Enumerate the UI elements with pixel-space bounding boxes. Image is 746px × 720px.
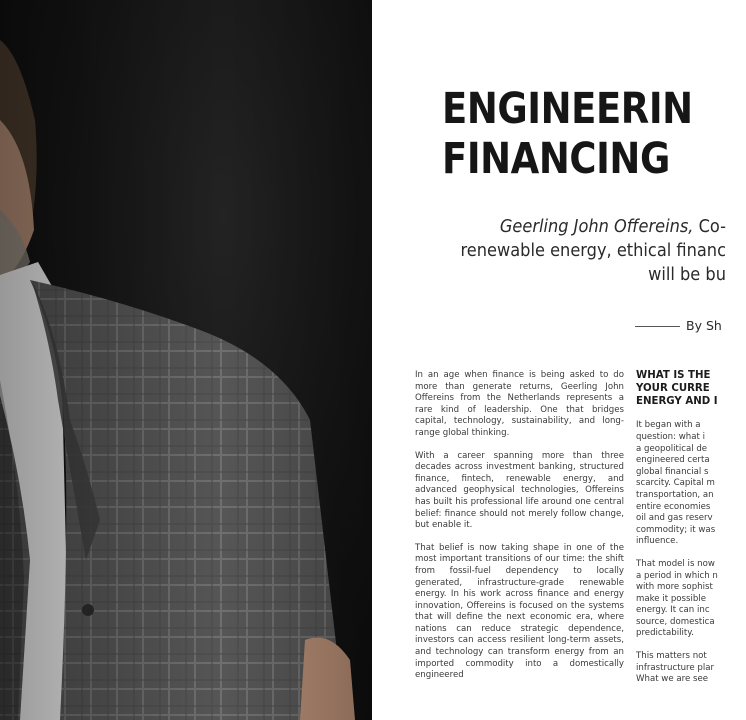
standfirst-line-3: will be bu — [648, 264, 726, 285]
answer-paragraph: This matters not infrastructure plar What we are see — [636, 651, 715, 685]
answer-paragraph: It began with a question: what i a geopolitical de engineered certa global financial s scarcity. Capital m transportation, an entire economies oil and gas reserv commodity; it was influence. — [636, 420, 716, 547]
byline: By Sh — [686, 318, 722, 333]
answer-paragraph: That model is now a period in which n with more sophist make it possible energy. It can inc source, domestica predictability. — [636, 558, 718, 639]
body-column-2 — [636, 370, 746, 697]
byline-rule — [635, 326, 680, 327]
headline — [442, 84, 693, 184]
question-heading: WHAT IS THE YOUR CURRE ENERGY AND I — [636, 370, 718, 407]
article-page — [372, 0, 726, 720]
headline-line-2: FINANCING — [442, 134, 670, 184]
standfirst-line-1: Geerling John Offereins, Co- — [499, 216, 726, 237]
headline-line-1: ENGINEERIN — [442, 84, 693, 134]
subject-name: Geerling John Offereins, — [499, 216, 694, 237]
standfirst — [461, 215, 726, 287]
body-paragraph: That belief is now taking shape in one of the most important transitions of our time: the shift from fossil-fuel dependency to locally generated, infrastructure-grade renewable energy. In his work across finance and energy innovation, Offereins is focused on the systems that will define the next economic era, where nations can reduce strategic dependence, investors can access resilient long-term assets, and technology can transform energy from an imported commodity into a domestically engineered — [415, 542, 624, 681]
body-paragraph: In an age when finance is being asked to do more than generate returns, Geerling John Offereins from the Netherlands represents a rare kind of leadership. One that bridges capital, technology, sustainability, and long-range global thinking. — [415, 370, 624, 438]
body-paragraph: With a career spanning more than three decades across investment banking, structured finance, fintech, renewable energy, and advanced geophysical technologies, Offereins has built his professional life around one central belief: finance should not merely follow change, but enable it. — [415, 450, 624, 531]
portrait-illustration — [0, 0, 372, 720]
body-column-1 — [415, 370, 624, 693]
portrait-photo — [0, 0, 372, 720]
standfirst-line-2: renewable energy, ethical financ — [460, 240, 726, 261]
